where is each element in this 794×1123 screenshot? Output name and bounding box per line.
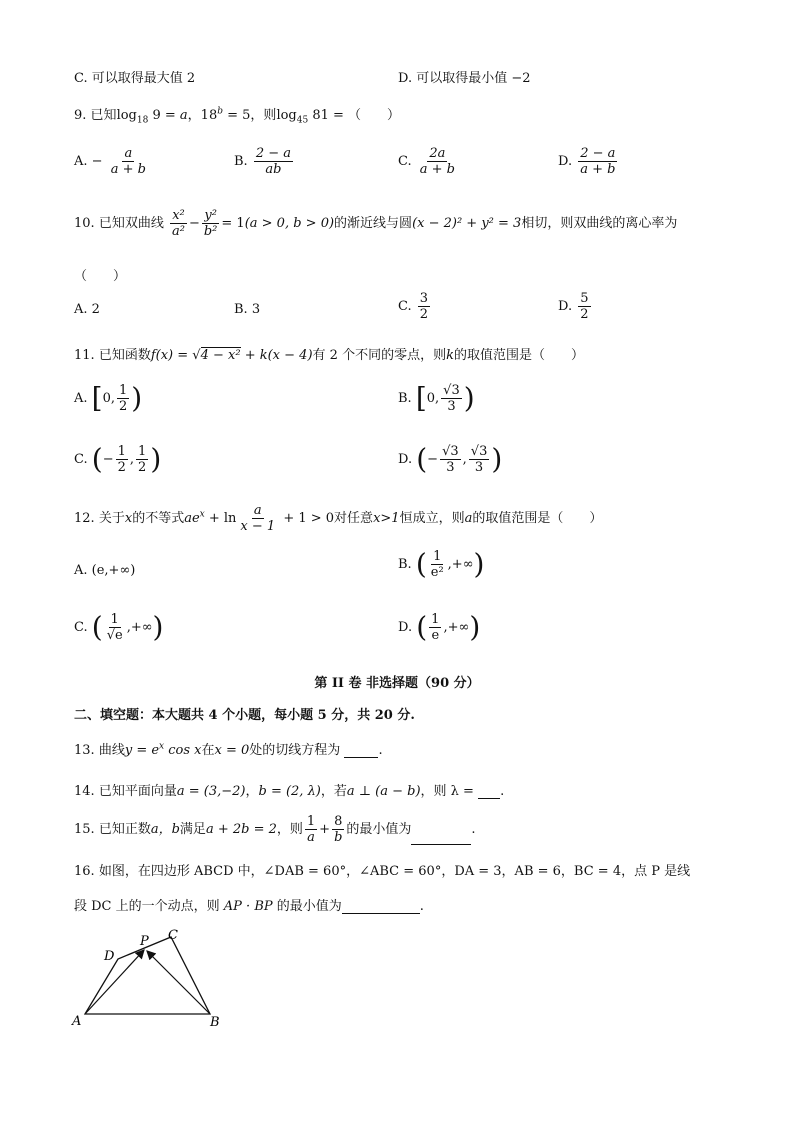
- q16-line1: 16. 如图，在四边形 ABCD 中，∠DAB = 60°，∠ABC = 60°，DA = 3，AB = 6，BC = 4，点 P 是线: [74, 864, 691, 879]
- q10-stem: 10. 已知双曲线 $\frac{\text{x²}}{\text{a²}}$ − $\frac{\text{y²}}{\text{b²}}$ = 1(a > 0, b > 0)的渐近线与圆(x − 2)² + y² = 3相切，则双曲线的离心率为: [74, 208, 678, 239]
- fraction: $\frac{5}{2}$: [580, 291, 589, 322]
- q12-option-c: C. ( $\frac{1}{√e}$ ,+∞): [74, 610, 164, 644]
- q11-option-c: C. (− $\frac{1}{2}$ , $\frac{1}{2}$ ): [74, 442, 162, 476]
- fraction: $\frac{1}{e}$: [431, 612, 440, 643]
- q10-option-d: D. $\frac{5}{2}$: [558, 291, 589, 322]
- q11-option-a: A. [0, $\frac{1}{2}$ ): [74, 381, 143, 415]
- q11-stem: 11. 已知函数f(x) = √4 − x² + k(x − 4)有 2 个不同的零点，则k的取值范围是（ ）: [74, 348, 584, 363]
- q15-stem: 15. 已知正数a，b满足a + 2b = 2，则 $\frac{1}{a}$ + $\frac{8}{b}$ 的最小值为 .: [74, 814, 476, 845]
- fraction: $\frac{a}{a + b}$: [110, 146, 146, 177]
- fraction: $\frac{\text{y²}}{\text{b²}}$: [203, 208, 218, 239]
- q9-option-b: B. $\frac{2 - a}{ab}$: [234, 146, 292, 177]
- q12-option-b: B. ( $\frac{1}{\text{e²}}$ ,+∞): [398, 547, 485, 581]
- q11-option-b: B. [0, $\frac{√3}{3}$ ): [398, 381, 475, 415]
- fraction: $\frac{1}{2}$: [117, 444, 126, 475]
- quadrilateral-figure: [60, 925, 240, 1030]
- q10-option-b: B. 3: [234, 302, 261, 317]
- fraction: $\frac{2 - a}{a + b}$: [580, 146, 616, 177]
- answer-blank[interactable]: [344, 757, 378, 758]
- fraction: $\frac{2a}{a + b}$: [419, 146, 455, 177]
- q10-option-c: C. $\frac{3}{2}$: [398, 291, 429, 322]
- q9-option-a: A. − $\frac{a}{a + b}$: [74, 146, 146, 177]
- fraction: $\frac{3}{2}$: [419, 291, 429, 322]
- answer-blank[interactable]: [342, 913, 420, 914]
- fraction: $\frac{2 - a}{ab}$: [255, 146, 292, 177]
- sqrt-sign: √: [192, 348, 201, 363]
- q11-option-d: D. (− $\frac{√3}{3}$ , $\frac{√3}{3}$ ): [398, 442, 503, 476]
- q14-stem: 14. 已知平面向量a = (3,−2)，b = (2, λ)，若a ⊥ (a − b)，则 λ = .: [74, 784, 505, 799]
- label-b: B: [210, 1015, 220, 1030]
- section-title: 第 II 卷 非选择题（90 分）: [314, 676, 480, 691]
- fraction: $\frac{1}{2}$: [138, 444, 147, 475]
- fraction: $\frac{1}{√e}$: [106, 612, 123, 643]
- label-c: C: [168, 928, 178, 943]
- vector-bp: [147, 951, 210, 1014]
- section-heading: 二、填空题：本大题共 4 个小题，每小题 5 分，共 20 分.: [74, 708, 415, 723]
- fraction: $\frac{1}{\text{e²}}$: [430, 549, 444, 580]
- fraction: $\frac{\text{x²}}{\text{a²}}$: [171, 208, 185, 239]
- fraction: $\frac{√3}{3}$: [442, 444, 459, 475]
- q12-option-d: D. ( $\frac{1}{e}$ ,+∞): [398, 610, 481, 644]
- q13-stem: 13. 曲线$y = e^x$ cos x在x = 0处的切线方程为 .: [74, 741, 383, 758]
- label-a: A: [72, 1014, 82, 1029]
- answer-blank[interactable]: [478, 798, 500, 799]
- fraction: $\frac{√3}{3}$: [443, 383, 460, 414]
- label-p: P: [140, 934, 149, 949]
- q10-option-a: A. 2: [74, 302, 100, 317]
- label-d: D: [104, 949, 115, 964]
- q9-option-d: D. $\frac{2 - a}{a + b}$: [558, 146, 616, 177]
- q16-line2: 段 DC 上的一个动点，则 AP · BP 的最小值为 .: [74, 899, 424, 914]
- fraction: $\frac{1}{2}$: [119, 383, 128, 414]
- fraction: $\frac{8}{b}$: [334, 814, 343, 845]
- vector-ap: [85, 950, 144, 1014]
- answer-blank[interactable]: [411, 844, 471, 845]
- q12-option-a: A. (e,+∞): [74, 563, 136, 578]
- q8-option-c: C. 可以取得最大值 2: [74, 71, 196, 86]
- fraction: $\frac{a}{x - 1}$: [240, 503, 276, 534]
- q9-stem: 9. 已知$\log_{18} 9 = a$，$18^b = 5$，则$\log_{45} 81$ = （ ）: [74, 106, 401, 126]
- q9-option-c: C. $\frac{2a}{a + b}$: [398, 146, 455, 177]
- q8-option-d: D. 可以取得最小值 −2: [398, 71, 531, 86]
- fraction: $\frac{√3}{3}$: [470, 444, 488, 475]
- q10-paren: （ ）: [74, 269, 127, 284]
- fraction: $\frac{1}{a}$: [306, 814, 316, 845]
- q12-stem: 12. 关于x的不等式$ae^x + \ln$ $\frac{a}{x - 1}$ + 1 > 0对任意x>1恒成立，则a的取值范围是（ ）: [74, 503, 603, 534]
